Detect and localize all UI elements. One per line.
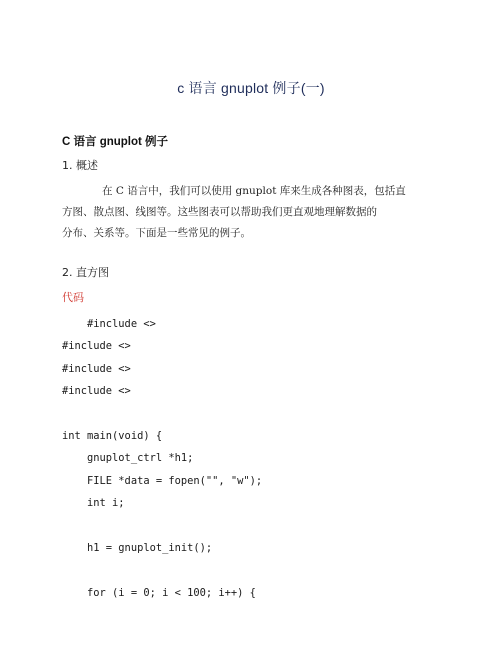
code-line: FILE *data = fopen("", "w"); (62, 474, 263, 487)
code-line: #include <> (62, 362, 131, 375)
paragraph-line: 分布、关系等。下面是一些常见的例子。 (62, 227, 251, 239)
section-heading: C 语言 gnuplot 例子 (62, 136, 169, 148)
code-line (62, 515, 262, 537)
code-line (62, 403, 262, 425)
code-block (62, 313, 262, 604)
document-title: c 语言 gnuplot 例子(一) (177, 80, 325, 96)
overview-paragraph (62, 181, 434, 244)
code-line: int main(void) { (62, 429, 163, 442)
code-line: #include <> (62, 318, 156, 330)
paragraph-line: 在 C 语言中，我们可以使用 gnuplot 库来生成各种图表，包括直 (102, 185, 406, 197)
code-line: gnuplot_ctrl *h1; (62, 452, 194, 465)
code-line: int i; (62, 497, 125, 510)
overview-heading: 1. 概述 (62, 159, 98, 172)
code-line: #include <> (62, 340, 131, 353)
code-line (62, 559, 262, 581)
code-line: #include <> (62, 385, 131, 398)
code-label: 代码 (62, 291, 84, 304)
paragraph-line: 方图、散点图、线图等。这些图表可以帮助我们更直观地理解数据的 (62, 206, 377, 218)
code-line: for (i = 0; i < 100; i++) { (62, 586, 256, 599)
histogram-heading: 2. 直方图 (62, 266, 109, 279)
code-line: h1 = gnuplot_init(); (62, 541, 213, 554)
